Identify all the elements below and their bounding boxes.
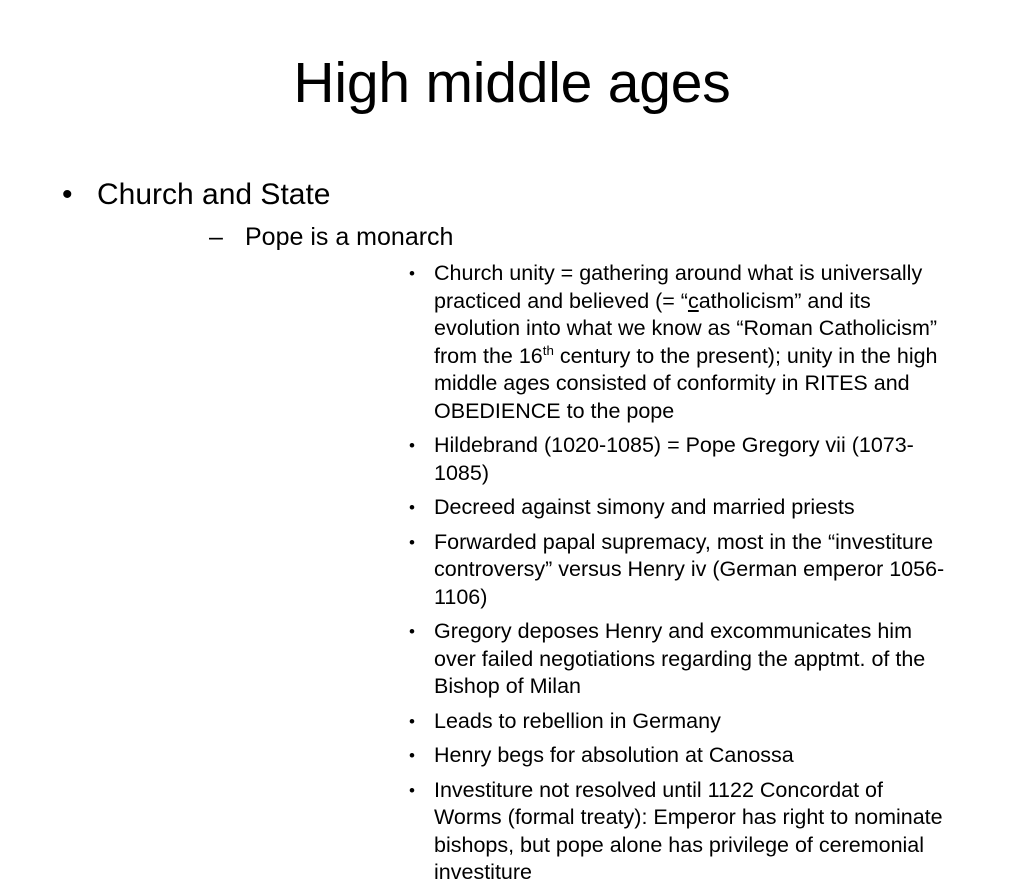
bullet-dot-icon: • [409,622,415,641]
slide-body [0,176,1024,887]
bullet-text-level-3: Henry begs for absolution at Canossa [434,743,794,767]
bullet-text-level-3: Leads to rebellion in Germany [434,708,721,733]
slide-title: High middle ages [293,51,731,115]
bullet-item-church-unity [245,260,1024,425]
bullet-dot-icon: • [409,532,415,552]
bullet-text-level-3: Gregory deposes Henry and excommunicates him over failed negotiations regarding the apptmt. of the Bishop of Milan [434,619,926,698]
bullet-item-gregory-deposes [245,618,1024,701]
bullet-dot-icon: • [409,498,415,517]
bullet-dot-icon: • [409,264,415,283]
bullet-item-church-and-state [0,176,1024,887]
bullet-dash-icon: – [209,223,223,251]
bullet-text-level-1: Church and State [97,178,331,211]
bullet-item-hildebrand [245,432,1024,487]
bullet-text-level-3 [434,261,938,423]
bullet-list-level-3 [245,260,1024,887]
bullet-list-level-1 [0,176,1024,887]
bullet-dot-icon: • [409,780,415,800]
bullet-item-rebellion-germany [245,708,1024,736]
bullet-text-level-3: Hildebrand (1020-1085) = Pope Gregory vii (1073-1085) [434,433,914,485]
bullet-text-level-2: Pope is a monarch [245,223,454,251]
bullet-text-level-3: Investiture not resolved until 1122 Concordat of Worms (formal treaty): Emperor has right to nominate bishops, but pope alone has privilege of ceremonial investiture [434,777,943,884]
ordinal-suffix: th [542,342,554,358]
bullet-list-level-2 [97,221,1024,887]
bullet-text-level-3: Forwarded papal supremacy, most in the “investiture controversy” versus Henry iv (German emperor 1056-1106) [434,529,945,609]
bullet-text-level-3: Decreed against simony and married priests [434,495,855,519]
bullet-item-pope-is-a-monarch [97,221,1024,887]
bullet-dot-icon: • [409,436,415,455]
bullet-item-canossa [245,742,1024,770]
bullet-item-decreed-simony [245,494,1024,522]
bullet-dot-icon: • [409,711,415,731]
bullet-dot-icon: • [409,746,415,765]
text-run: atholicism” and its evolution into what we know as “Roman Catholicism” from the 16 [434,288,938,368]
bullet-item-concordat-worms [245,777,1024,887]
text-run: century to the present); unity in the high middle ages consisted of conformity in RITES and OBEDIENCE to the pope [434,343,938,423]
underlined-text: c [687,288,699,313]
bullet-item-papal-supremacy [245,529,1024,612]
bullet-dot-icon: • [62,178,73,211]
text-run: Church unity = gathering around what is universally practiced and believed (= “ [434,261,923,313]
